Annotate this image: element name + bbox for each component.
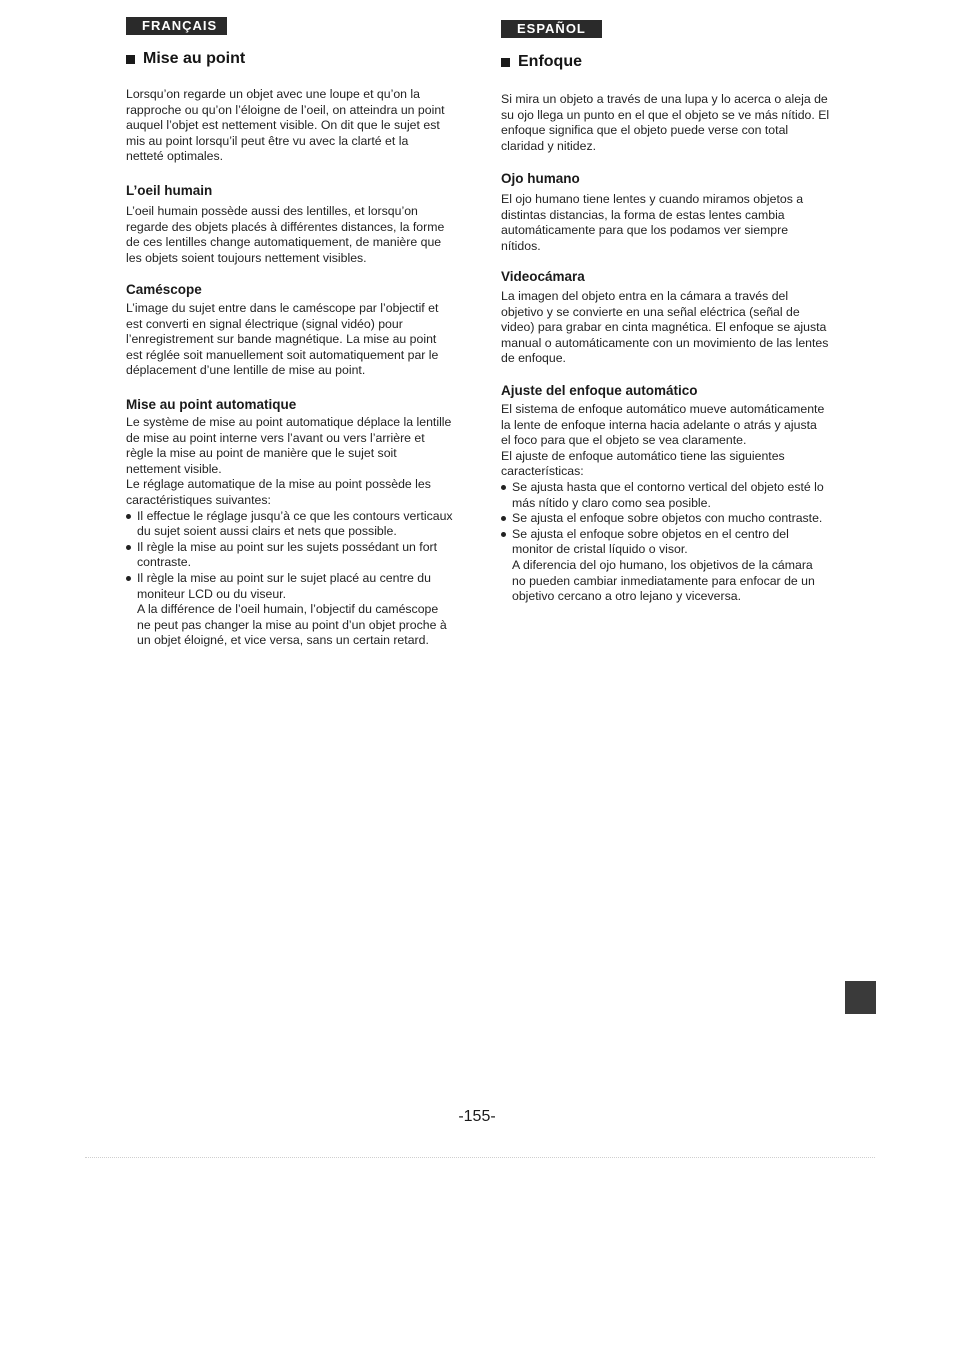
autofocus-heading: Ajuste del enfoque automático bbox=[501, 383, 698, 398]
autofocus-heading: Mise au point automatique bbox=[126, 397, 297, 412]
autofocus-block bbox=[501, 402, 829, 605]
intro-paragraph: Si mira un objeto a través de una lupa y lo acerca o aleja de su ojo llega un punto en el que el objeto se ve más nítido. El enfoque significa que el objeto puede verse con total claridad y nitidez. bbox=[501, 92, 830, 153]
eye-paragraph: El ojo humano tiene lentes y cuando miramos objetos a distintas distancias, la forma de estas lentes cambia automáticamente para que los podamos ver siempre nítidos. bbox=[501, 192, 804, 253]
language-label-french: FRANÇAIS bbox=[126, 17, 227, 35]
autofocus-characteristics-intro: El ajuste de enfoque automático tiene las siguientes características: bbox=[501, 448, 785, 479]
eye-heading: Ojo humano bbox=[501, 171, 580, 186]
autofocus-bullet-list bbox=[126, 509, 454, 603]
eye-heading: L’oeil humain bbox=[126, 183, 213, 198]
section-marker-icon bbox=[126, 55, 135, 64]
autofocus-characteristics-intro: Le réglage automatique de la mise au point possède les caractéristiques suivantes: bbox=[126, 477, 431, 507]
autofocus-paragraph: El sistema de enfoque automático mueve automáticamente la lente de enfoque interna hacia adelante o atrás y ajusta el foco para que el objeto se vea claramente. bbox=[501, 402, 825, 448]
intro-paragraph: Lorsqu’on regarde un objet avec une loupe et qu’on la rapproche ou qu’on l’éloigne de l’oeil, on atteindra un point auquel l’objet est nettement visible. On dit que le sujet est mis au point lorsqu’il peut être vu avec la clarté et la netteté optimales. bbox=[126, 87, 445, 164]
section-title-text: Mise au point bbox=[143, 50, 246, 67]
bullet-item: Il règle la mise au point sur les sujets possédant un fort contraste. bbox=[126, 540, 454, 571]
bullet-item: Se ajusta el enfoque sobre objetos con mucho contraste. bbox=[501, 511, 829, 527]
section-title-spanish bbox=[501, 53, 582, 71]
section-title-text: Enfoque bbox=[518, 53, 582, 70]
eye-paragraph: L’oeil humain possède aussi des lentilles, et lorsqu’on regarde des objets placés à différentes distances, la forme de ces lentilles change automatiquement, de manière que les objets soient toujours nettement visibles. bbox=[126, 204, 445, 265]
thumb-index-tab bbox=[845, 981, 876, 1014]
lag-note: A la différence de l’oeil humain, l’objectif du caméscope ne peut pas changer la mise au point d’un objet proche à un objet éloigné, et vice versa, sans un certain retard. bbox=[137, 602, 447, 648]
lag-note: A diferencia del ojo humano, los objetivos de la cámara no pueden cambiar inmediatamente para enfocar de un objetivo cercano a otro lejano y viceversa. bbox=[512, 557, 815, 604]
bullet-item: Il règle la mise au point sur le sujet placé au centre du moniteur LCD ou du viseur. bbox=[126, 571, 454, 602]
autofocus-paragraph: Le système de mise au point automatique déplace la lentille de mise au point interne vers l’avant ou vers l’arrière et règle la mise au point de manière que le sujet soit nettement visible. bbox=[126, 415, 452, 476]
autofocus-bullet-list bbox=[501, 480, 829, 558]
camcorder-heading: Videocámara bbox=[501, 269, 585, 284]
autofocus-block bbox=[126, 415, 454, 649]
footer-divider bbox=[85, 1157, 875, 1158]
bullet-item: Se ajusta hasta que el contorno vertical del objeto esté lo más nítido y claro como sea posible. bbox=[501, 480, 829, 511]
section-marker-icon bbox=[501, 58, 510, 67]
bullet-item: Il effectue le réglage jusqu’à ce que les contours verticaux du sujet soient aussi clairs et nets que possible. bbox=[126, 509, 454, 540]
language-label-spanish: ESPAÑOL bbox=[501, 20, 602, 38]
page-number: -155- bbox=[458, 1108, 496, 1125]
bullet-item: Se ajusta el enfoque sobre objetos en el centro del monitor de cristal líquido o visor. bbox=[501, 527, 829, 558]
section-title-french bbox=[126, 50, 245, 68]
camcorder-paragraph: La imagen del objeto entra en la cámara a través del objetivo y se convierte en una señal eléctrica (señal de video) para grabar en cinta magnética. El enfoque se ajusta manual o automáticamente con un movimiento de las lentes de enfoque. bbox=[501, 289, 829, 366]
camcorder-heading: Caméscope bbox=[126, 282, 202, 297]
camcorder-paragraph: L’image du sujet entre dans le caméscope par l’objectif et est converti en signal électrique (signal vidéo) pour l’enregistrement sur bande magnétique. La mise au point est réglée soit manuellement soit automatiquement par le déplacement d’une lentille de mise au point. bbox=[126, 301, 439, 378]
